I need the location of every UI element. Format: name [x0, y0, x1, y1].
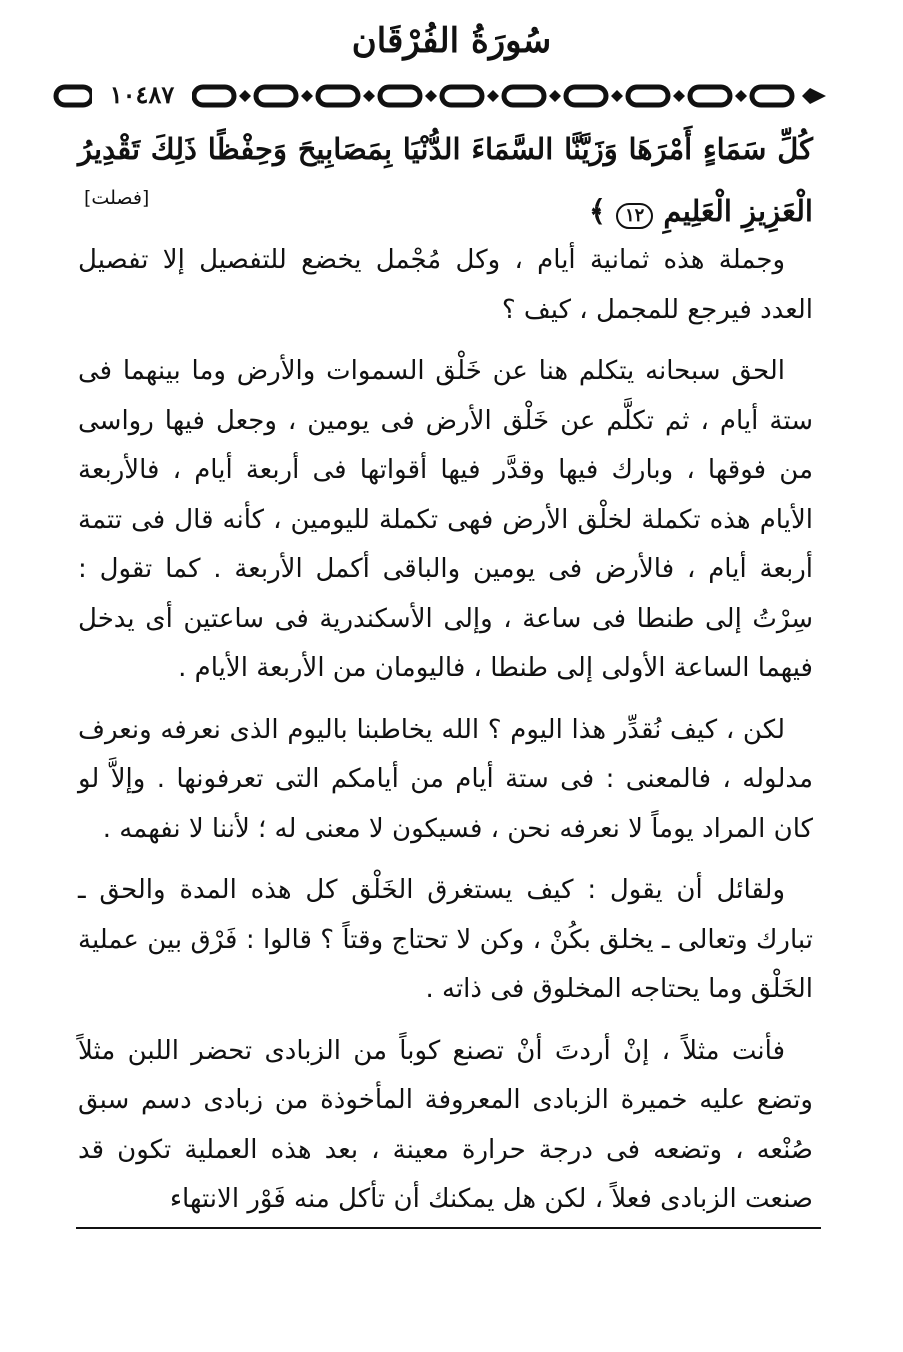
ayah-number: ١٢ [616, 203, 653, 229]
paragraph: الحق سبحانه يتكلم هنا عن خَلْق السموات والأرض وما بينهما فى ستة أيام ، ثم تكلَّم عن خَلْق الأرض فى يومين ، وجعل فيها رواسى من فوقها ، وبارك فيها وقدَّر فيها أقواتها فى أربعة أيام ، فالأربعة الأيام هذه تكملة لخلْق الأرض فهى تكملة لليومين ، كأنه قال فى تتمة أربعة أيام ، فالأرض فى يومين والباقى أكمل الأربعة . كما تقول : سِرْتُ إلى طنطا فى ساعة ، وإلى الأسكندرية فى ساعتين أى يدخل فيهما الساعة الأولى إلى طنطا ، فاليومان من الأربعة الأيام . [78, 356, 813, 683]
quran-verse [78, 118, 813, 242]
commentary-body [78, 236, 813, 1237]
footnote-divider [76, 1227, 821, 1229]
page-number: ١٠٤٨٧ [92, 80, 192, 110]
verse-end-bracket: ﴾ [588, 194, 606, 228]
paragraph: فأنت مثلاً ، إنْ أردتَ أنْ تصنع كوباً من الزبادى تحضر اللبن مثلاً وتضع عليه خميرة الزبادى المعروفة المأخوذة من زبادى دسم سبق صُنْعه ، وتضعه فى درجة حرارة معينة ، بعد هذه العملية تكون قد صنعت الزبادى فعلاً ، لكن هل يمكنك أن تأكل منه فَوْر الانتهاء [78, 1035, 813, 1214]
paragraph: وجملة هذه ثمانية أيام ، وكل مُجْمل يخضع للتفصيل إلا تفصيل العدد فيرجع للمجمل ، كيف ؟ [78, 245, 813, 325]
surah-title: سُورَةُ الفُرْقَان [351, 21, 552, 61]
paragraph: لكن ، كيف نُقدِّر هذا اليوم ؟ الله يخاطبنا باليوم الذى نعرفه ونعرف مدلوله ، فالمعنى : فى ستة أيام من أيامكم التى تعرفونها . وإلاَّ لو كان المراد يوماً لا نعرفه نحن ، فسيكون لا معنى له ؛ لأننا لا نفهمه . [78, 714, 813, 844]
surah-reference: [فصلت] [84, 187, 150, 209]
paragraph: ولقائل أن يقول : كيف يستغرق الخَلْق كل هذه المدة والحق ـ تبارك وتعالى ـ يخلق بكُنْ ، وكن لا تحتاج وقتاً ؟ قالوا : فَرْق بين عملية الخَلْق وما يحتاجه المخلوق فى ذاته . [78, 875, 813, 1004]
verse-text: كُلِّ سَمَاءٍ أَمْرَهَا وَزَيَّنَّا السَّمَاءَ الدُّنْيَا بِمَصَابِيحَ وَحِفْظًا ذَلِكَ تَقْدِيرُ الْعَزِيزِ الْعَلِيمِ [78, 132, 813, 228]
